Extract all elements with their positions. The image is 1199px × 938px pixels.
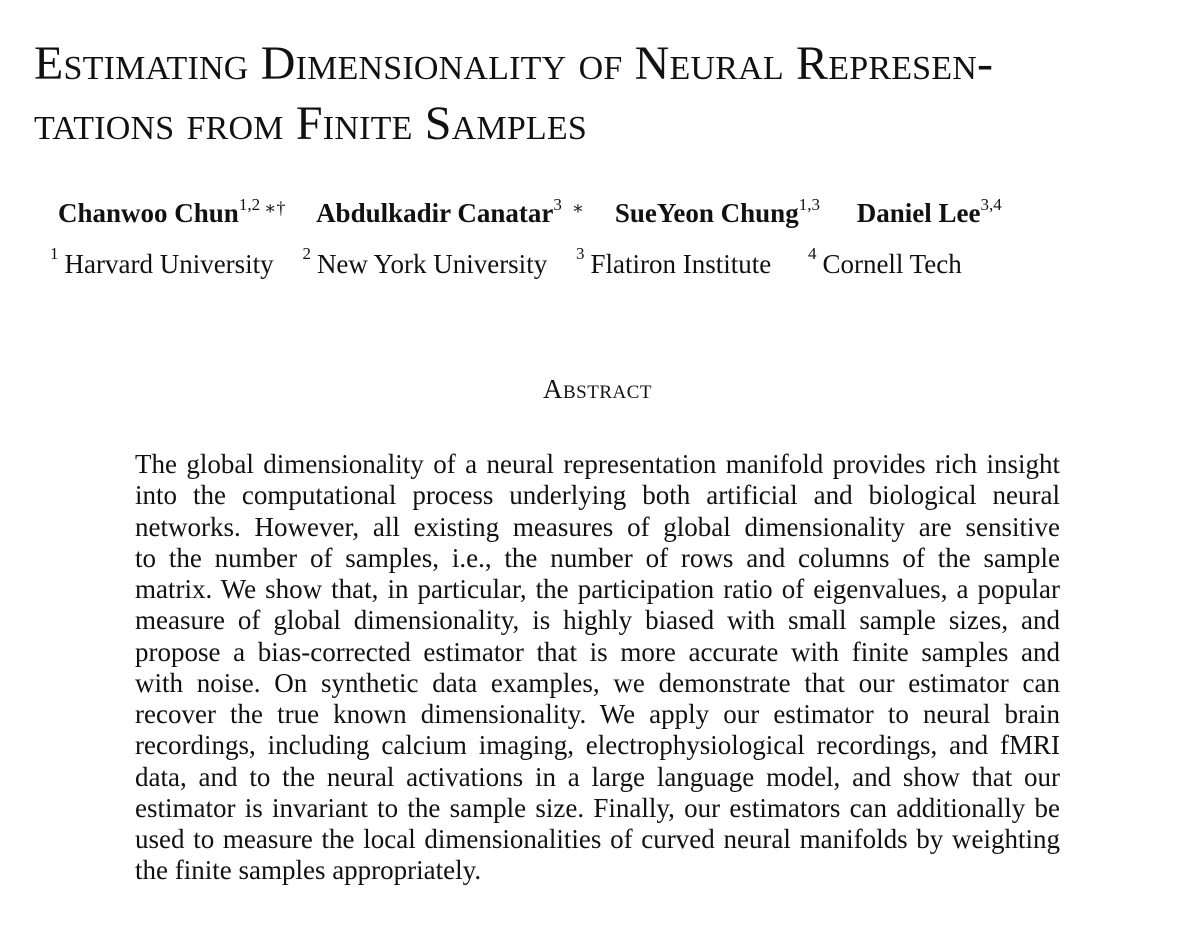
abstract-line: to the number of samples, i.e., the number of rows and columns of the sample: [135, 542, 1060, 573]
abstract-line: The global dimensionality of a neural representation manifold provides rich insight: [135, 449, 1060, 479]
author-affiliation-index: 3: [553, 195, 562, 214]
author-name: Chanwoo Chun: [58, 198, 239, 228]
abstract-line: measure of global dimensionality, is highly biased with small sample sizes, and: [135, 605, 1060, 636]
affiliation-number: 2: [302, 244, 311, 263]
affiliation-2: [302, 244, 548, 279]
affiliation-list: [50, 244, 962, 279]
affiliation-4: [807, 244, 962, 279]
paper-title-line-1: Estimating Dimensionality of Neural Represen-: [34, 37, 994, 90]
abstract-line: data, and to the neural activations in a large language model, and show that our: [135, 761, 1060, 792]
abstract-line: with noise. On synthetic data examples, we demonstrate that our estimator can: [135, 667, 1060, 698]
author-1: [58, 195, 286, 228]
abstract-line: recordings, including calcium imaging, electrophysiological recordings, and fMRI: [135, 730, 1060, 761]
abstract-line: propose a bias-corrected estimator that is more accurate with finite samples and: [135, 636, 1060, 667]
affiliation-3: [575, 244, 772, 279]
affiliation-number: 1: [50, 244, 59, 263]
author-name: Daniel Lee: [856, 198, 981, 228]
affiliation-name: New York University: [316, 249, 548, 279]
author-list: [58, 195, 1002, 228]
author-footnote-marks: ∗: [571, 198, 585, 218]
author-3: [614, 195, 820, 228]
abstract-line: recover the true known dimensionality. We apply our estimator to neural brain: [135, 699, 1060, 729]
paper-title-line-2: tations from Finite Samples: [34, 97, 587, 150]
author-name: SueYeon Chung: [614, 198, 799, 228]
affiliation-1: [50, 244, 274, 279]
affiliation-number: 4: [807, 244, 817, 263]
abstract-body: [135, 449, 1060, 887]
author-4: [856, 195, 1002, 228]
abstract-line: the finite samples appropriately.: [135, 855, 482, 886]
author-2: [316, 195, 585, 228]
affiliation-name: Harvard University: [64, 249, 274, 279]
abstract-heading: Abstract: [542, 374, 653, 404]
abstract-line: matrix. We show that, in particular, the participation ratio of eigenvalues, a popular: [135, 574, 1060, 604]
author-name: Abdulkadir Canatar: [316, 198, 554, 228]
affiliation-name: Cornell Tech: [822, 249, 962, 279]
author-affiliation-index: 1,3: [798, 195, 820, 214]
abstract-line: into the computational process underlying both artificial and biological neural: [135, 480, 1060, 511]
author-affiliation-index: 3,4: [980, 195, 1002, 214]
abstract-line: used to measure the local dimensionalities of curved neural manifolds by weighting: [135, 824, 1060, 854]
affiliation-number: 3: [575, 244, 585, 263]
affiliation-name: Flatiron Institute: [590, 249, 772, 279]
abstract-line: estimator is invariant to the sample size. Finally, our estimators can additionally be: [135, 792, 1060, 823]
abstract-line: networks. However, all existing measures of global dimensionality are sensitive: [135, 511, 1060, 542]
author-affiliation-index: 1,2: [238, 195, 261, 214]
author-footnote-marks: ∗†: [264, 198, 286, 218]
